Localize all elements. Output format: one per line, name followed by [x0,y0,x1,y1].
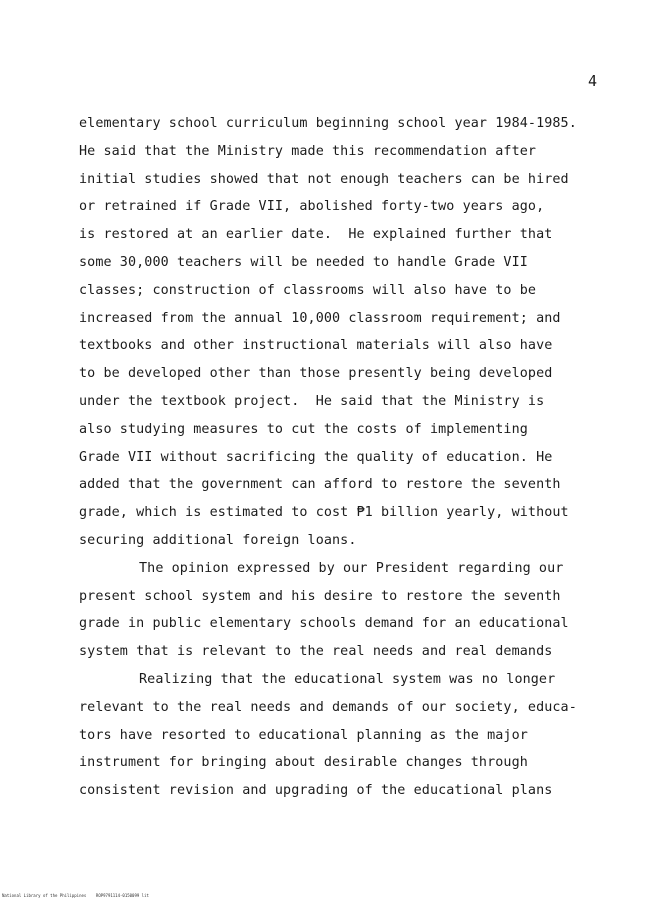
text-line: He said that the Ministry made this recommendation after [79,143,537,159]
text-line: consistent revision and upgrading of the educational plans [79,783,553,799]
text-line: to be developed other than those presently being developed [79,366,553,382]
text-line: Grade VII without sacrificing the quality of education. He [79,449,553,465]
text-line: initial studies showed that not enough teachers can be hired [79,171,569,187]
text-line: or retrained if Grade VII, abolished forty-two years ago, [79,199,545,215]
page-number: 4 [588,72,598,90]
text-line: present school system and his desire to restore the seventh [79,588,561,604]
text-line: also studying measures to cut the costs of implementing [79,421,528,437]
text-line: under the textbook project. He said that the Ministry is [79,393,545,409]
library-footer: National Library of the Philippines ROP9791114-0150099 lit [2,893,149,898]
text-line: grade, which is estimated to cost ₱1 billion yearly, without [79,505,569,521]
text-line: tors have resorted to educational planning as the major [79,727,528,743]
text-line: increased from the annual 10,000 classroom requirement; and [79,310,561,326]
paragraph-start-line: The opinion expressed by our President regarding our [139,560,564,576]
text-line: system that is relevant to the real needs and real demands [79,644,553,660]
text-line: securing additional foreign loans. [79,532,357,548]
text-line: some 30,000 teachers will be needed to handle Grade VII [79,254,528,270]
text-line: grade in public elementary schools demand for an educational [79,616,569,632]
text-line: classes; construction of classrooms will also have to be [79,282,537,298]
body-text [79,110,639,805]
text-line: elementary school curriculum beginning school year 1984-1985. [79,116,577,131]
text-line: is restored at an earlier date. He explained further that [79,227,553,243]
paragraph-start-line: Realizing that the educational system was no longer [139,671,556,687]
text-line: relevant to the real needs and demands of our society, educa- [79,699,577,715]
text-line: instrument for bringing about desirable changes through [79,755,528,771]
text-line: textbooks and other instructional materials will also have [79,338,553,354]
text-line: added that the government can afford to restore the seventh [79,477,561,493]
